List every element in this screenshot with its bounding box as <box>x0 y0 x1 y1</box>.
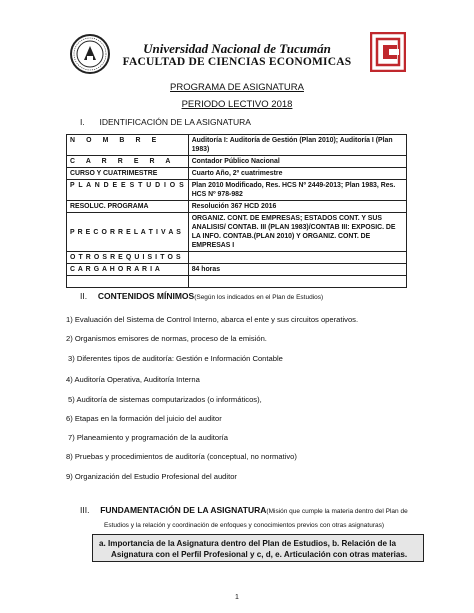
row-label <box>67 276 189 288</box>
section-2-number: II. <box>80 291 88 301</box>
table-row <box>67 264 407 276</box>
faculty-logo <box>370 32 406 72</box>
list-item: 1) Evaluación del Sistema de Control Interno, abarca el ente y sus circuitos operativos. <box>66 315 359 324</box>
table-row <box>67 168 407 180</box>
section-1-heading <box>80 117 251 127</box>
row-value: Plan 2010 Modificado, Res. HCS Nº 2449-2013; Plan 1983, Res. HCS Nº 978-982 <box>188 180 406 201</box>
program-title: PROGRAMA DE ASIGNATURA <box>170 82 304 93</box>
row-value: Auditoría I: Auditoría de Gestión (Plan 2010); Auditoría I (Plan 1983) <box>188 135 406 156</box>
section-2-title: CONTENIDOS MÍNIMOS <box>97 291 195 301</box>
list-item: 6) Etapas en la formación del juicio del auditor <box>66 414 222 423</box>
row-label: C A R R E R A <box>67 156 189 168</box>
row-value <box>188 276 406 288</box>
box-line-1: a. Importancia de la Asignatura dentro del Plan de Estudios, b. Relación de la <box>99 539 396 548</box>
section-2-heading <box>80 291 323 301</box>
row-value: Cuarto Año, 2º cuatrimestre <box>188 168 406 180</box>
section-3-heading <box>80 505 408 515</box>
list-item: 9) Organización del Estudio Profesional del auditor <box>66 472 237 481</box>
subject-identification-table <box>66 134 407 288</box>
list-item: 3) Diferentes tipos de auditoría: Gestión e Información Contable <box>68 354 283 363</box>
table-row <box>67 213 407 252</box>
list-item: 4) Auditoría Operativa, Auditoría Interna <box>66 375 200 384</box>
list-item: 2) Organismos emisores de normas, proceso de la emisión. <box>66 334 267 343</box>
table-row <box>67 156 407 168</box>
section-3-title: FUNDAMENTACIÓN DE LA ASIGNATURA <box>100 505 267 515</box>
period-title: PERIODO LECTIVO 2018 <box>181 99 293 110</box>
list-item: 7) Planeamiento y programación de la auditoría <box>68 433 228 442</box>
table-row <box>67 276 407 288</box>
table-row <box>67 252 407 264</box>
row-label: CURSO Y CUATRIMESTRE <box>67 168 189 180</box>
section-3-number: III. <box>80 505 90 515</box>
section-1-number: I. <box>80 117 85 127</box>
row-label: P R E C O R R E L A T I V A S <box>67 213 189 252</box>
page-number: 1 <box>235 594 239 601</box>
row-label: N O M B R E <box>67 135 189 156</box>
row-label: P L A N D E E S T U D I O S <box>67 180 189 201</box>
table-row <box>67 201 407 213</box>
row-value: ORGANIZ. CONT. DE EMPRESAS; ESTADOS CONT. Y SUS ANALISIS/ CONTAB. III (PLAN 1983)/CONTAB III: EXPOSIC. DE LA INFO. CONTAB.(PLAN 2010) Y ORGANIZ. CONT. DE EMPRESAS I <box>188 213 406 252</box>
table-row <box>67 180 407 201</box>
section-3-note: (Misión que cumple la materia dentro del Plan de <box>266 508 408 515</box>
row-value: 84 horas <box>188 264 406 276</box>
faculty-name: FACULTAD DE CIENCIAS ECONOMICAS <box>122 56 352 68</box>
row-value <box>188 252 406 264</box>
table-row <box>67 135 407 156</box>
list-item: 8) Pruebas y procedimientos de auditoría (conceptual, no normativo) <box>66 452 297 461</box>
fundamentation-box <box>92 534 424 562</box>
row-label: O T R O S R E Q U I S I T O S <box>67 252 189 264</box>
section-3-note-continued <box>104 519 384 529</box>
row-value: Contador Público Nacional <box>188 156 406 168</box>
row-label: RESOLUC. PROGRAMA <box>67 201 189 213</box>
fundamentation-box-text <box>99 538 407 560</box>
section-2-note: (Según los indicados en el Plan de Estudios) <box>194 294 324 301</box>
box-line-2: Asignatura con el Perfil Profesional y c, d, e. Articulación con otras materias. <box>111 550 408 559</box>
row-value: Resolución 367 HCD 2016 <box>188 201 406 213</box>
university-name: Universidad Nacional de Tucumán <box>143 41 331 56</box>
row-label: C A R G A H O R A R I A <box>67 264 189 276</box>
list-item: 5) Auditoría de sistemas computarizados (o informáticos), <box>68 395 262 404</box>
section-3-note-line2: Estudios y la relación y coordinación de enfoques y conocimientos previos con otras asignaturas) <box>104 522 385 529</box>
section-1-title: IDENTIFICACIÓN DE LA ASIGNATURA <box>99 117 251 127</box>
